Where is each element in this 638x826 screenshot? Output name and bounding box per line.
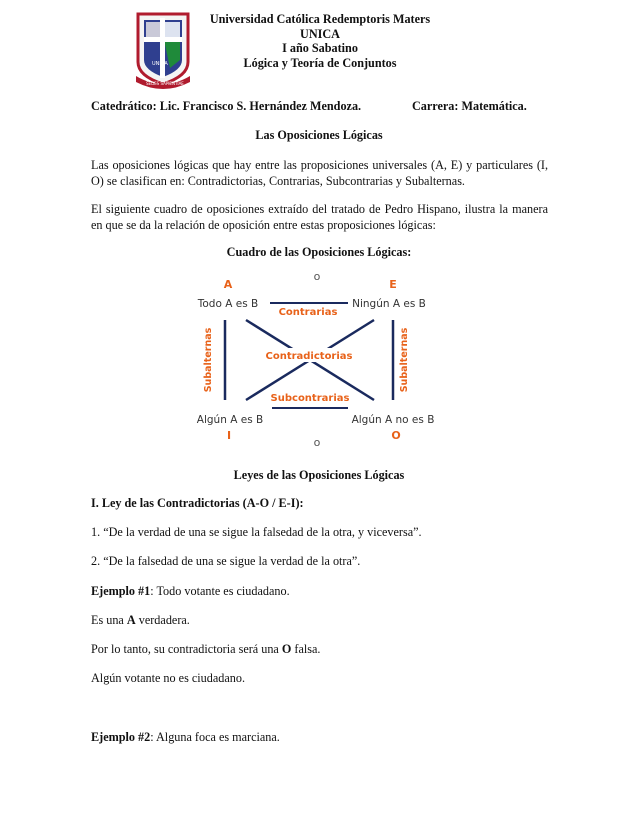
example1-line2-pre: Es una bbox=[91, 613, 127, 627]
letter-e: E bbox=[389, 278, 397, 291]
professor-name: Catedrático: Lic. Francisco S. Hernández Mendoza. bbox=[91, 99, 362, 113]
career-name: Carrera: Matemática. bbox=[412, 99, 527, 113]
header-course: Lógica y Teoría de Conjuntos bbox=[243, 55, 397, 70]
svg-text:SEDES SAPIENTIAE: SEDES SAPIENTIAE bbox=[146, 81, 184, 86]
statement-i: Algún A es B bbox=[196, 414, 264, 426]
label-contrarias: Contrarias bbox=[278, 307, 338, 318]
label-contradictorias: Contradictorias bbox=[265, 351, 353, 362]
example1-line2 bbox=[91, 613, 548, 628]
header-university: Universidad Católica Redemptoris Maters bbox=[209, 12, 431, 26]
letter-i: I bbox=[226, 429, 232, 442]
example2-line1 bbox=[91, 730, 548, 745]
law1-title: I. Ley de las Contradictorias (A-O / E-I): bbox=[91, 496, 304, 510]
example1-line2-bold: A bbox=[126, 613, 136, 627]
laws-title: Leyes de las Oposiciones Lógicas bbox=[233, 468, 405, 482]
example1-line3-post: falsa. bbox=[291, 642, 321, 656]
statement-o: Algún A no es B bbox=[351, 414, 435, 426]
label-subcontrarias: Subcontrarias bbox=[270, 393, 350, 404]
header-acronym: UNICA bbox=[300, 26, 340, 41]
diagram-intro-paragraph: El siguiente cuadro de oposiciones extraído del tratado de Pedro Hispano, ilustra la manera en que se da la relación de oposición entre estas proposiciones lógicas: bbox=[91, 202, 548, 232]
top-circle-mark: o bbox=[313, 270, 321, 283]
example1-label: Ejemplo #1 bbox=[91, 584, 151, 598]
bottom-circle-mark: o bbox=[313, 436, 321, 448]
example2-text: : Alguna foca es marciana. bbox=[150, 730, 280, 744]
header-year: I año Sabatino bbox=[282, 41, 358, 55]
example1-line2-post: verdadera. bbox=[135, 613, 190, 627]
label-subalternas-left: Subalternas bbox=[203, 327, 214, 393]
svg-text:UNICA: UNICA bbox=[152, 61, 168, 67]
document-header bbox=[150, 12, 490, 70]
example1-text: : Todo votante es ciudadano. bbox=[150, 584, 290, 598]
letter-o: O bbox=[391, 429, 401, 442]
page-title: Las Oposiciones Lógicas bbox=[255, 128, 383, 142]
letter-a: A bbox=[223, 278, 233, 291]
example1-line3 bbox=[91, 642, 548, 657]
law1-rule2: 2. “De la falsedad de una se sigue la verdad de la otra”. bbox=[91, 554, 361, 568]
law1-rule1: 1. “De la verdad de una se sigue la falsedad de la otra, y viceversa”. bbox=[91, 525, 422, 539]
example1-line3-bold: O bbox=[281, 642, 292, 656]
statement-e: Ningún A es B bbox=[352, 298, 426, 310]
example1-line3-pre: Por lo tanto, su contradictoria será una bbox=[91, 642, 282, 656]
square-of-opposition-diagram bbox=[178, 268, 458, 448]
example1-line1 bbox=[91, 584, 548, 599]
intro-paragraph: Las oposiciones lógicas que hay entre las proposiciones universales (A, E) y particulares (I, O) se clasifican en: Contradictorias, Contrarias, Subcontrarias y Subalternas. bbox=[91, 158, 548, 188]
diagram-caption: Cuadro de las Oposiciones Lógicas: bbox=[226, 245, 412, 259]
statement-a: Todo A es B bbox=[197, 298, 259, 310]
example1-line4: Algún votante no es ciudadano. bbox=[91, 671, 245, 685]
example2-label: Ejemplo #2 bbox=[91, 730, 151, 744]
label-subalternas-right: Subalternas bbox=[399, 327, 410, 393]
